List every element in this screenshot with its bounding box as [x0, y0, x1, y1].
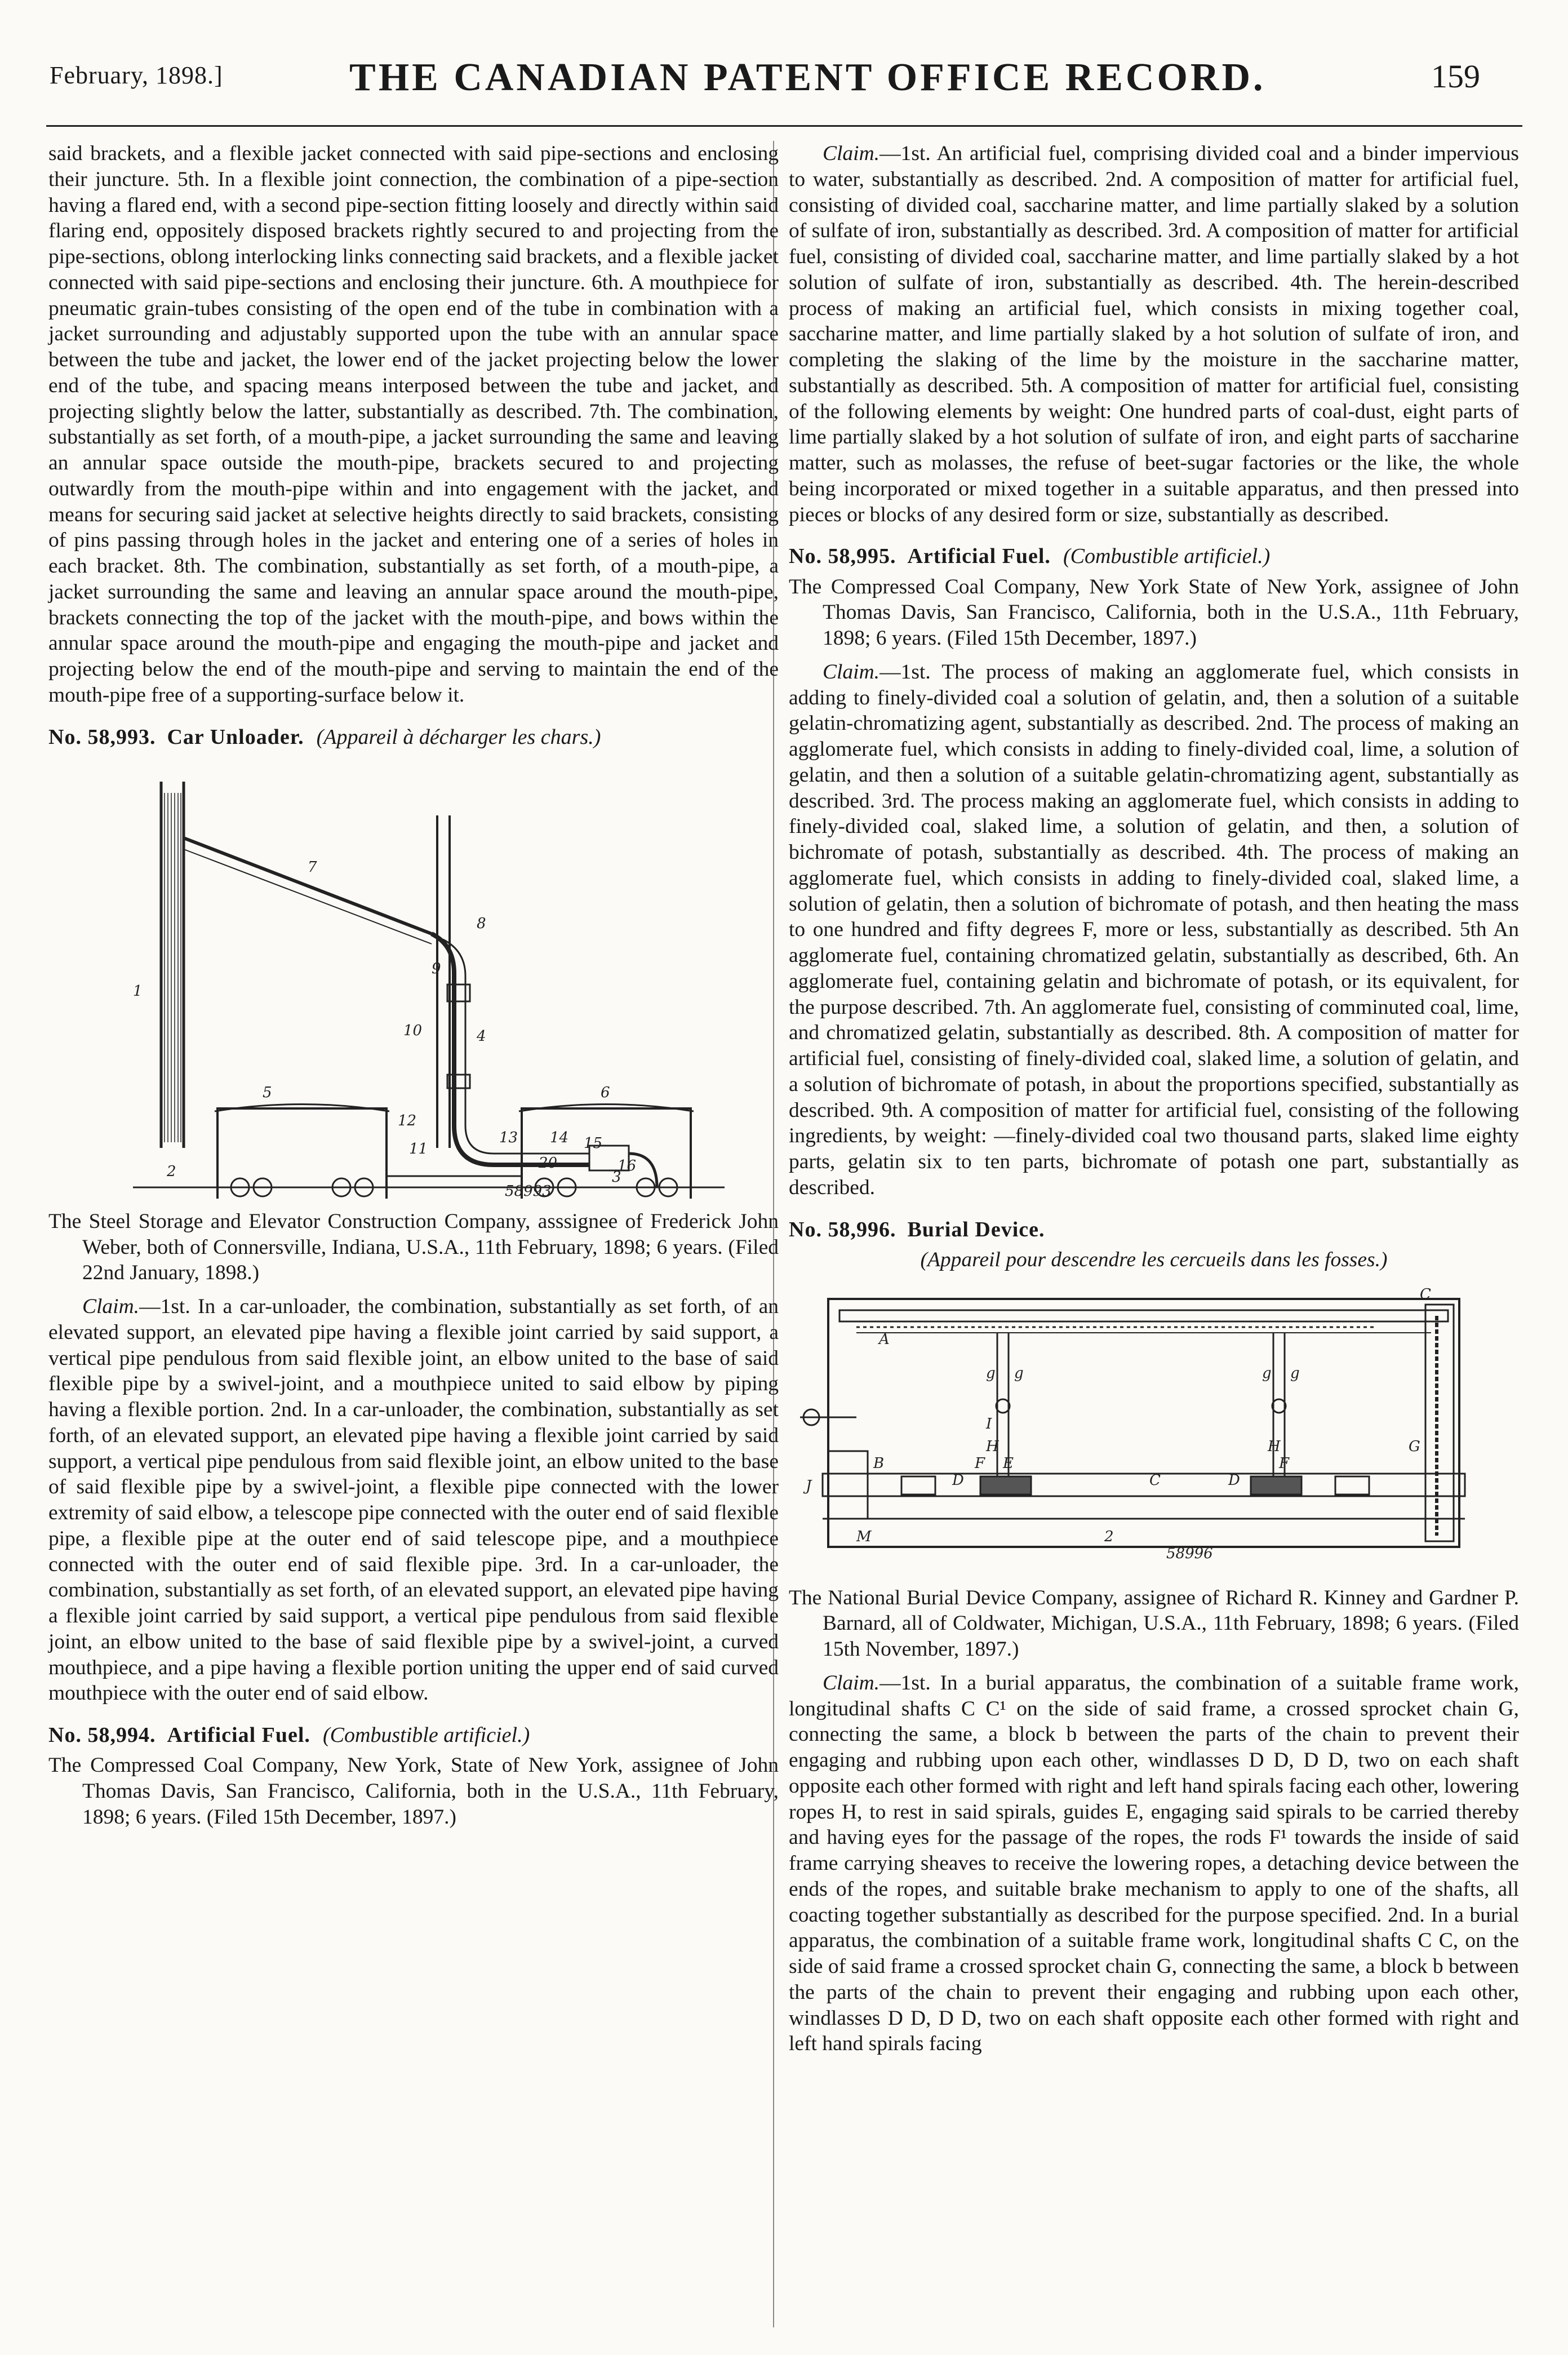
patent-heading-58995 — [789, 543, 1519, 569]
patent-name: Car Unloader. — [167, 725, 304, 749]
car-unloader-drawing — [48, 759, 779, 1199]
svg-text:g: g — [1290, 1364, 1300, 1382]
patent-name: Burial Device. — [907, 1217, 1045, 1241]
claim-text: —1st. The process of making an agglomerate fuel, which consists in adding to finely-divided coal a solution of gelatin, and, then a solution of a suitable gelatin-chromatizing agent, substantially as described. 2nd. The process of making an agglomerate fuel, which consists in adding to finely-divided coal, lime, a solution of gelatin, and then a solution of a suitable gelatin-chromatizing agent, substantially as described. 3rd. The process making an agglomerate fuel, which consists in adding to finely-divided coal, slaked lime, a solution of gelatin, and then, a solution of bichromate of potash, substantially as described. 4th. The process of making an agglomerate fuel, which consists in adding to finely-divided coal, slaked lime, a solution of gelatin, then a solution of bichromate of potash, and then heating the mass to one hundred and fifty degrees F, more or less, substantially as described. 5th An agglomerate fuel, containing chromatized gelatin, substantially as described, 6th. An agglomerate fuel, containing gelatin and bichromate of potash, or its equivalent, for the purpose described. 7th. An agglomerate fuel, consisting of comminuted coal, lime, and chromatized gelatin, substantially as described. 8th. A composition of matter for artificial fuel, consisting of finely-divided coal, slaked lime, a solution of gelatin, and a solution of bichromate of potash, in about the proportions specified, substantially as described. 9th. A composition of matter for artificial fuel, consisting of the following ingredients, by weight: —finely-divided coal two thousand parts, slaked lime eighty parts, gelatin six to ten parts, bichromate of potash one part, substantially as described. — [789, 660, 1519, 1199]
claim-label: Claim. — [823, 660, 880, 684]
header-rule — [46, 125, 1522, 127]
svg-text:3: 3 — [612, 1168, 621, 1186]
svg-text:A: A — [879, 1330, 890, 1348]
patent-french-name: (Combustible artificiel.) — [1063, 544, 1271, 569]
patent-french-name: (Combustible artificiel.) — [322, 1723, 530, 1748]
patent-name: Artificial Fuel. — [167, 1723, 310, 1748]
svg-text:13: 13 — [499, 1129, 518, 1146]
burial-device-figure — [789, 1282, 1519, 1575]
claim-text: —1st. In a burial apparatus, the combination of a suitable frame work, longitudinal shafts C C¹ on the side of said frame, a crossed sprocket chain G, connecting the same, a block b between the parts of the chain to prevent their engaging and rubbing upon each other, windlasses D D, D D, two on each shaft opposite each other formed with right and left hand spirals facing each other, lowering ropes H, to rest in said spirals, guides E, engaging said spirals to be carried thereby and having eyes for the passage of the ropes, the rods F¹ towards the inside of said frame carrying sheaves to receive the lowering ropes, a detaching device between the ends of the ropes, and suitable brake mechanism to apply to one of the shafts, all coacting together substantially as described for the purpose specified. 2nd. In a burial apparatus, the combination of a suitable frame work, longitudinal shafts C C, on the side of said frame a crossed sprocket chain G, connecting the same, a block b between the parts of the chain to prevent their engaging and rubbing upon each other, windlasses D D, D D, two on each shaft opposite each other formed with right and left hand spirals facing — [789, 1671, 1519, 2056]
patent-assignee-58994: The Compressed Coal Company, New York, State of New York, assignee of John Thomas Davis, San Francisco, California, both in the U.S.A., 11th February, 1898; 6 years. (Filed 15th December, 1897.) — [48, 1754, 779, 1829]
svg-text:g: g — [1014, 1364, 1024, 1382]
claim-label: Claim. — [823, 1671, 880, 1695]
svg-text:g: g — [1262, 1364, 1272, 1382]
svg-text:14: 14 — [550, 1129, 569, 1146]
svg-text:20: 20 — [539, 1154, 558, 1172]
svg-text:8: 8 — [477, 915, 486, 932]
header-title: THE CANADIAN PATENT OFFICE RECORD. — [349, 56, 1266, 99]
patent-number: No. 58,993. — [48, 725, 156, 749]
patent-claim-58996 — [789, 1670, 1519, 2057]
figure-number-58996: 58996 — [1166, 1545, 1213, 1562]
svg-text:E: E — [1003, 1454, 1014, 1472]
svg-text:5: 5 — [263, 1084, 272, 1101]
right-column — [789, 141, 1519, 2057]
patent-number: No. 58,994. — [48, 1723, 156, 1748]
patent-heading-58993 — [48, 724, 779, 750]
svg-text:C: C — [1420, 1285, 1431, 1303]
svg-text:1: 1 — [133, 982, 143, 1000]
claim-text: —1st. In a car-unloader, the combination, substantially as set forth, of an elevated support, an elevated pipe having a flexible joint carried by said support, a vertical pipe pendulous from said flexible joint, an elbow united to the base of said flexible pipe by a swivel-joint, and a mouthpiece united to said elbow by piping having a flexible portion. 2nd. In a car-unloader, the combination, substantially as set forth, of an elevated support, an elevated pipe having a flexible joint carried by said support, a vertical pipe pendulous from said flexible joint, an elbow united to the base of said flexible pipe by a swivel-joint, a flexible pipe connected with the lower extremity of said elbow, a telescope pipe connected with the outer end of said flexible pipe, a flexible pipe at the outer end of said telescope pipe, and a mouthpiece connected with the outer end of said flexible pipe. 3rd. In a car-unloader, the combination, substantially as set forth, of an elevated support, an elevated pipe having a flexible joint carried by said support, a vertical pipe pendulous from said flexible joint, an elbow united to the base of said flexible pipe by a swivel-joint, a curved mouthpiece, and a pipe having a flexible portion uniting the upper end of said curved mouthpiece with the outer end of said elbow. — [48, 1295, 779, 1705]
patent-french-name: (Appareil à décharger les chars.) — [316, 725, 601, 749]
svg-text:B: B — [873, 1454, 885, 1472]
patent-assignee-58993: The Steel Storage and Elevator Construction Company, asssignee of Frederick John Weber, both of Connersville, Indiana, U.S.A., 11th February, 1898; 6 years. (Filed 22nd January, 1898.) — [48, 1209, 779, 1285]
svg-text:12: 12 — [398, 1112, 417, 1129]
svg-text:2: 2 — [1104, 1528, 1114, 1545]
svg-text:F: F — [1279, 1454, 1290, 1472]
svg-text:7: 7 — [308, 858, 317, 876]
svg-text:D: D — [952, 1471, 964, 1489]
figure-number-58993: 58993 — [505, 1182, 552, 1199]
svg-text:g: g — [986, 1364, 996, 1382]
svg-text:4: 4 — [477, 1027, 486, 1045]
patent-assignee-58996: The National Burial Device Company, assignee of Richard R. Kinney and Gardner P. Barnard, all of Coldwater, Michigan, U.S.A., 11th February, 1898; 6 years. (Filed 15th November, 1897.) — [789, 1586, 1519, 1661]
patent-claim-58993 — [48, 1294, 779, 1706]
svg-text:15: 15 — [584, 1134, 603, 1152]
svg-text:J: J — [806, 1477, 812, 1494]
car-unloader-figure — [48, 759, 779, 1199]
burial-device-drawing — [789, 1282, 1519, 1575]
patent-claim-58995 — [789, 659, 1519, 1201]
patent-number: No. 58,996. — [789, 1217, 896, 1241]
patent-number: No. 58,995. — [789, 544, 896, 569]
svg-text:H: H — [1268, 1438, 1281, 1455]
svg-text:F: F — [975, 1454, 985, 1472]
continuation-text: said brackets, and a flexible jacket connected with said pipe-sections and enclosing their juncture. 5th. In a flexible joint connection, the combination of a pipe-section having a flared end, with a second pipe-section fitting loosely and directly within said flaring end, oppositely disposed brackets rightly secured to and projecting from the pipe-sections, oblong interlocking links connecting said brackets, and a flexible jacket connected with said pipe-sections and enclosing their juncture. 6th. A mouthpiece for pneumatic grain-tubes consisting of the open end of the tube in combination with a jacket surrounding and adjustably supported upon the tube with an annular space between the tube and jacket, the lower end of the jacket projecting below the lower end of the tube, and spacing means interposed between the tube and jacket, and projecting slightly below the latter, substantially as described. 7th. The combination, substantially as set forth, of a mouth-pipe, a jacket surrounding the same and leaving an annular space outside the mouth-pipe, brackets secured to and projecting outwardly from the mouth-pipe within and into engagement with the jacket, and means for securing said jacket at selective heights directly to said brackets, consisting of pins passing through holes in the jacket and entering one of a series of holes in each bracket. 8th. The combination, substantially as set forth, of a mouth-pipe, a jacket surrounding the same and leaving an annular space around the mouth-pipe, brackets connecting the top of the jacket with the mouth-pipe, and bows within the annular space around the mouth-pipe and engaging the mouth-pipe and jacket and projecting below the end of the mouth-pipe and serving to maintain the end of the mouth-pipe free of a supporting-surface below it. — [48, 142, 779, 707]
svg-text:10: 10 — [403, 1022, 423, 1039]
svg-text:D: D — [1228, 1471, 1240, 1489]
header-date: February, 1898.] — [50, 61, 223, 89]
svg-text:11: 11 — [409, 1140, 428, 1157]
svg-text:G: G — [1409, 1438, 1420, 1455]
patent-french-name: (Appareil pour descendre les cercueils dans les fosses.) — [920, 1248, 1388, 1271]
svg-text:M: M — [856, 1528, 872, 1545]
page-number: 159 — [1431, 58, 1480, 95]
svg-text:H: H — [986, 1438, 999, 1455]
claim-label: Claim. — [823, 142, 880, 165]
patent-claim-58994 — [789, 141, 1519, 527]
patent-heading-58994 — [48, 1722, 779, 1748]
svg-text:2: 2 — [167, 1163, 176, 1180]
svg-text:C: C — [1149, 1471, 1161, 1489]
svg-text:I: I — [986, 1415, 992, 1432]
claim-label: Claim. — [82, 1295, 140, 1319]
patent-assignee-58995: The Compressed Coal Company, New York State of New York, assignee of John Thomas Davis, San Francisco, California, both in the U.S.A., 11th February, 1898; 6 years. (Filed 15th December, 1897.) — [789, 575, 1519, 650]
svg-text:16: 16 — [618, 1157, 637, 1174]
claim-text: —1st. An artificial fuel, comprising divided coal and a binder impervious to water, substantially as described. 2nd. A composition of matter for artificial fuel, consisting of divided coal, saccharine matter, and lime partially slaked by a solution of sulfate of iron, substantially as described. 3rd. A composition of matter for artificial fuel, consisting of divided coal, saccharine matter, and lime partially slaked by a hot solution of sulfate of iron, substantially as described. 4th. The herein-described process of making an artificial fuel, which consists in mixing together coal, saccharine matter, and lime partially slaked by a hot solution of sulfate of iron, and completing the slaking of the lime by the moisture in the saccharine matter, substantially as described. 5th. A composition of matter for artificial fuel, consisting of the following elements by weight: One hundred parts of coal-dust, eight parts of lime partially slaked by a hot solution of sulfate of iron, and eight parts of saccharine matter, such as molasses, the refuse of beet-sugar factories or the like, the whole being incorporated or mixed together in a suitable apparatus, and then pressed into pieces or blocks of any desired form or size, substantially as described. — [789, 142, 1519, 526]
svg-text:6: 6 — [601, 1084, 610, 1101]
left-column — [48, 141, 779, 1830]
patent-heading-58996 — [789, 1217, 1519, 1243]
svg-text:9: 9 — [432, 960, 441, 977]
patent-name: Artificial Fuel. — [907, 544, 1051, 569]
